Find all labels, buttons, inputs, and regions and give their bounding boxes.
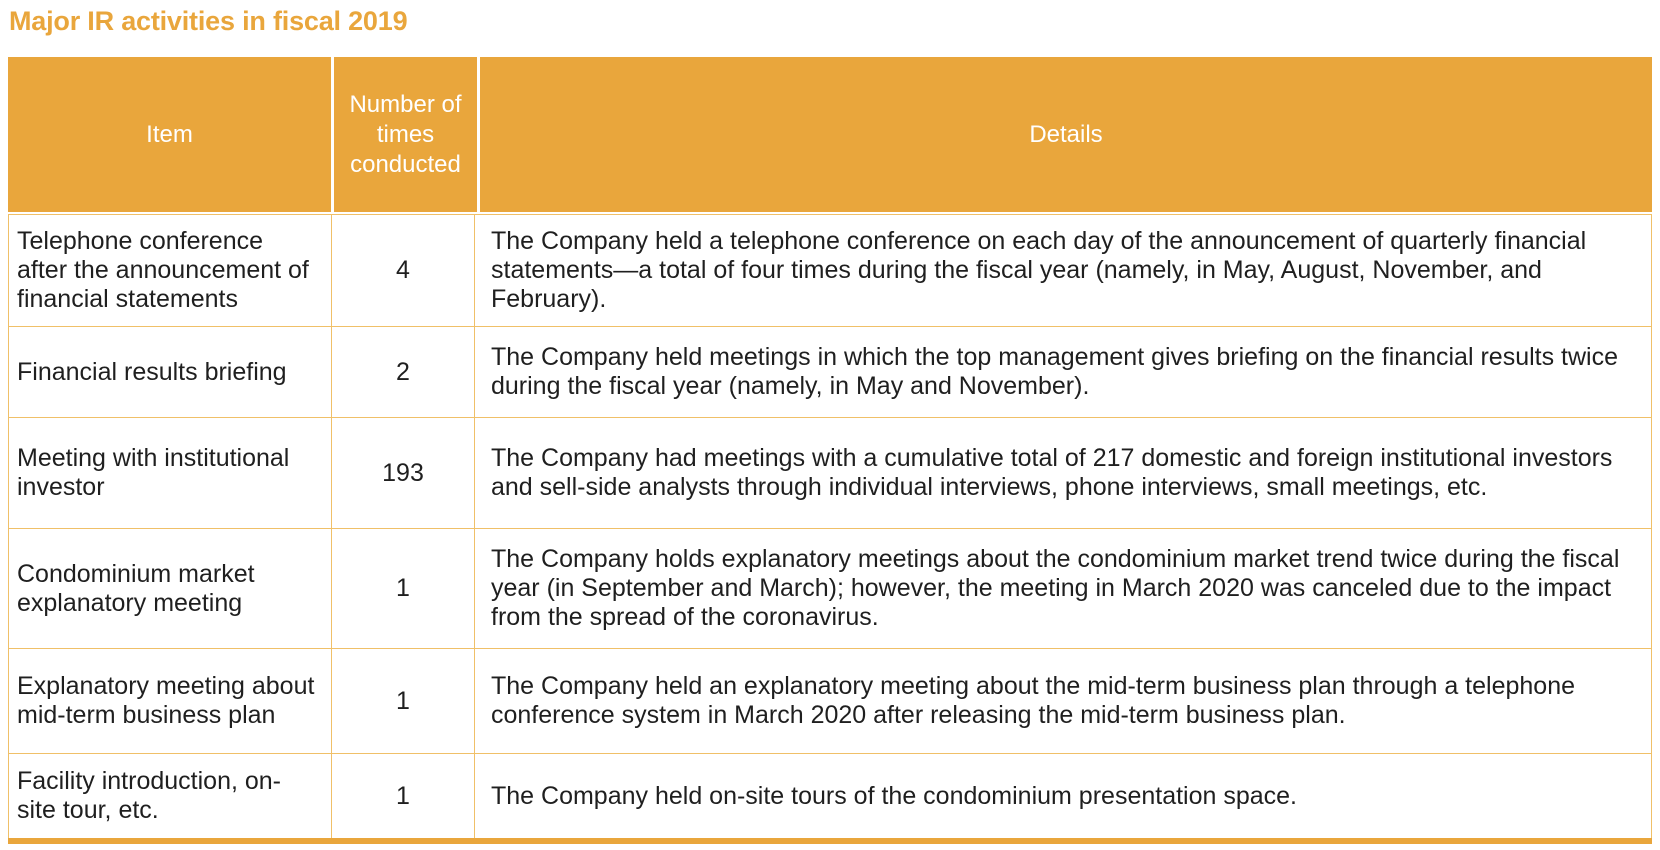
table-row (8, 418, 1652, 529)
row-details-text: The Company held a telephone conference on each day of the announcement of quarterly financial statements—a total of four times during the fiscal year (namely, in May, August, November, and February). (491, 227, 1587, 313)
row-details-text: The Company holds explanatory meetings about the condominium market trend twice during the fiscal year (in September and March); however, the meeting in March 2020 was canceled due to the impact from the spread of the coronavirus. (491, 545, 1620, 631)
row-count-value: 4 (332, 215, 475, 326)
row-count-value: 2 (332, 327, 475, 417)
row-details-text: The Company had meetings with a cumulative total of 217 domestic and foreign institutional investors and sell-side analysts through individual interviews, phone interviews, small meetings, etc. (491, 444, 1613, 501)
row-count-value: 1 (332, 529, 475, 648)
table-row (8, 754, 1652, 838)
row-details-text: The Company held an explanatory meeting about the mid-term business plan through a telephone conference system in March 2020 after releasing the mid-term business plan. (491, 672, 1576, 729)
row-details-text: The Company held on-site tours of the condominium presentation space. (491, 781, 1298, 810)
table-row (8, 214, 1652, 327)
table-row (8, 649, 1652, 754)
row-count-value: 193 (332, 418, 475, 528)
header-details: Details (480, 57, 1652, 212)
row-item-label: Explanatory meeting about mid-term business plan (9, 649, 332, 753)
row-details-text: The Company held meetings in which the top management gives briefing on the financial results twice during the fiscal year (namely, in May and November). (491, 343, 1619, 400)
table-row (8, 529, 1652, 649)
table-header-row (8, 57, 1652, 212)
row-item-label: Meeting with institutional investor (9, 418, 332, 528)
table-row (8, 327, 1652, 418)
header-item: Item (8, 57, 331, 212)
row-item-label: Facility introduction, on-site tour, etc. (9, 754, 332, 838)
row-item-label: Telephone conference after the announcement of financial statements (9, 215, 332, 326)
row-count-value: 1 (332, 649, 475, 753)
row-item-label: Financial results briefing (9, 327, 332, 417)
header-number-of-times: Number of times conducted (334, 57, 477, 212)
row-count-value: 1 (332, 754, 475, 838)
page-title: Major IR activities in fiscal 2019 (9, 6, 408, 36)
table-bottom-border (8, 838, 1652, 844)
row-item-label: Condominium market explanatory meeting (9, 529, 332, 648)
ir-activities-table (8, 57, 1652, 844)
